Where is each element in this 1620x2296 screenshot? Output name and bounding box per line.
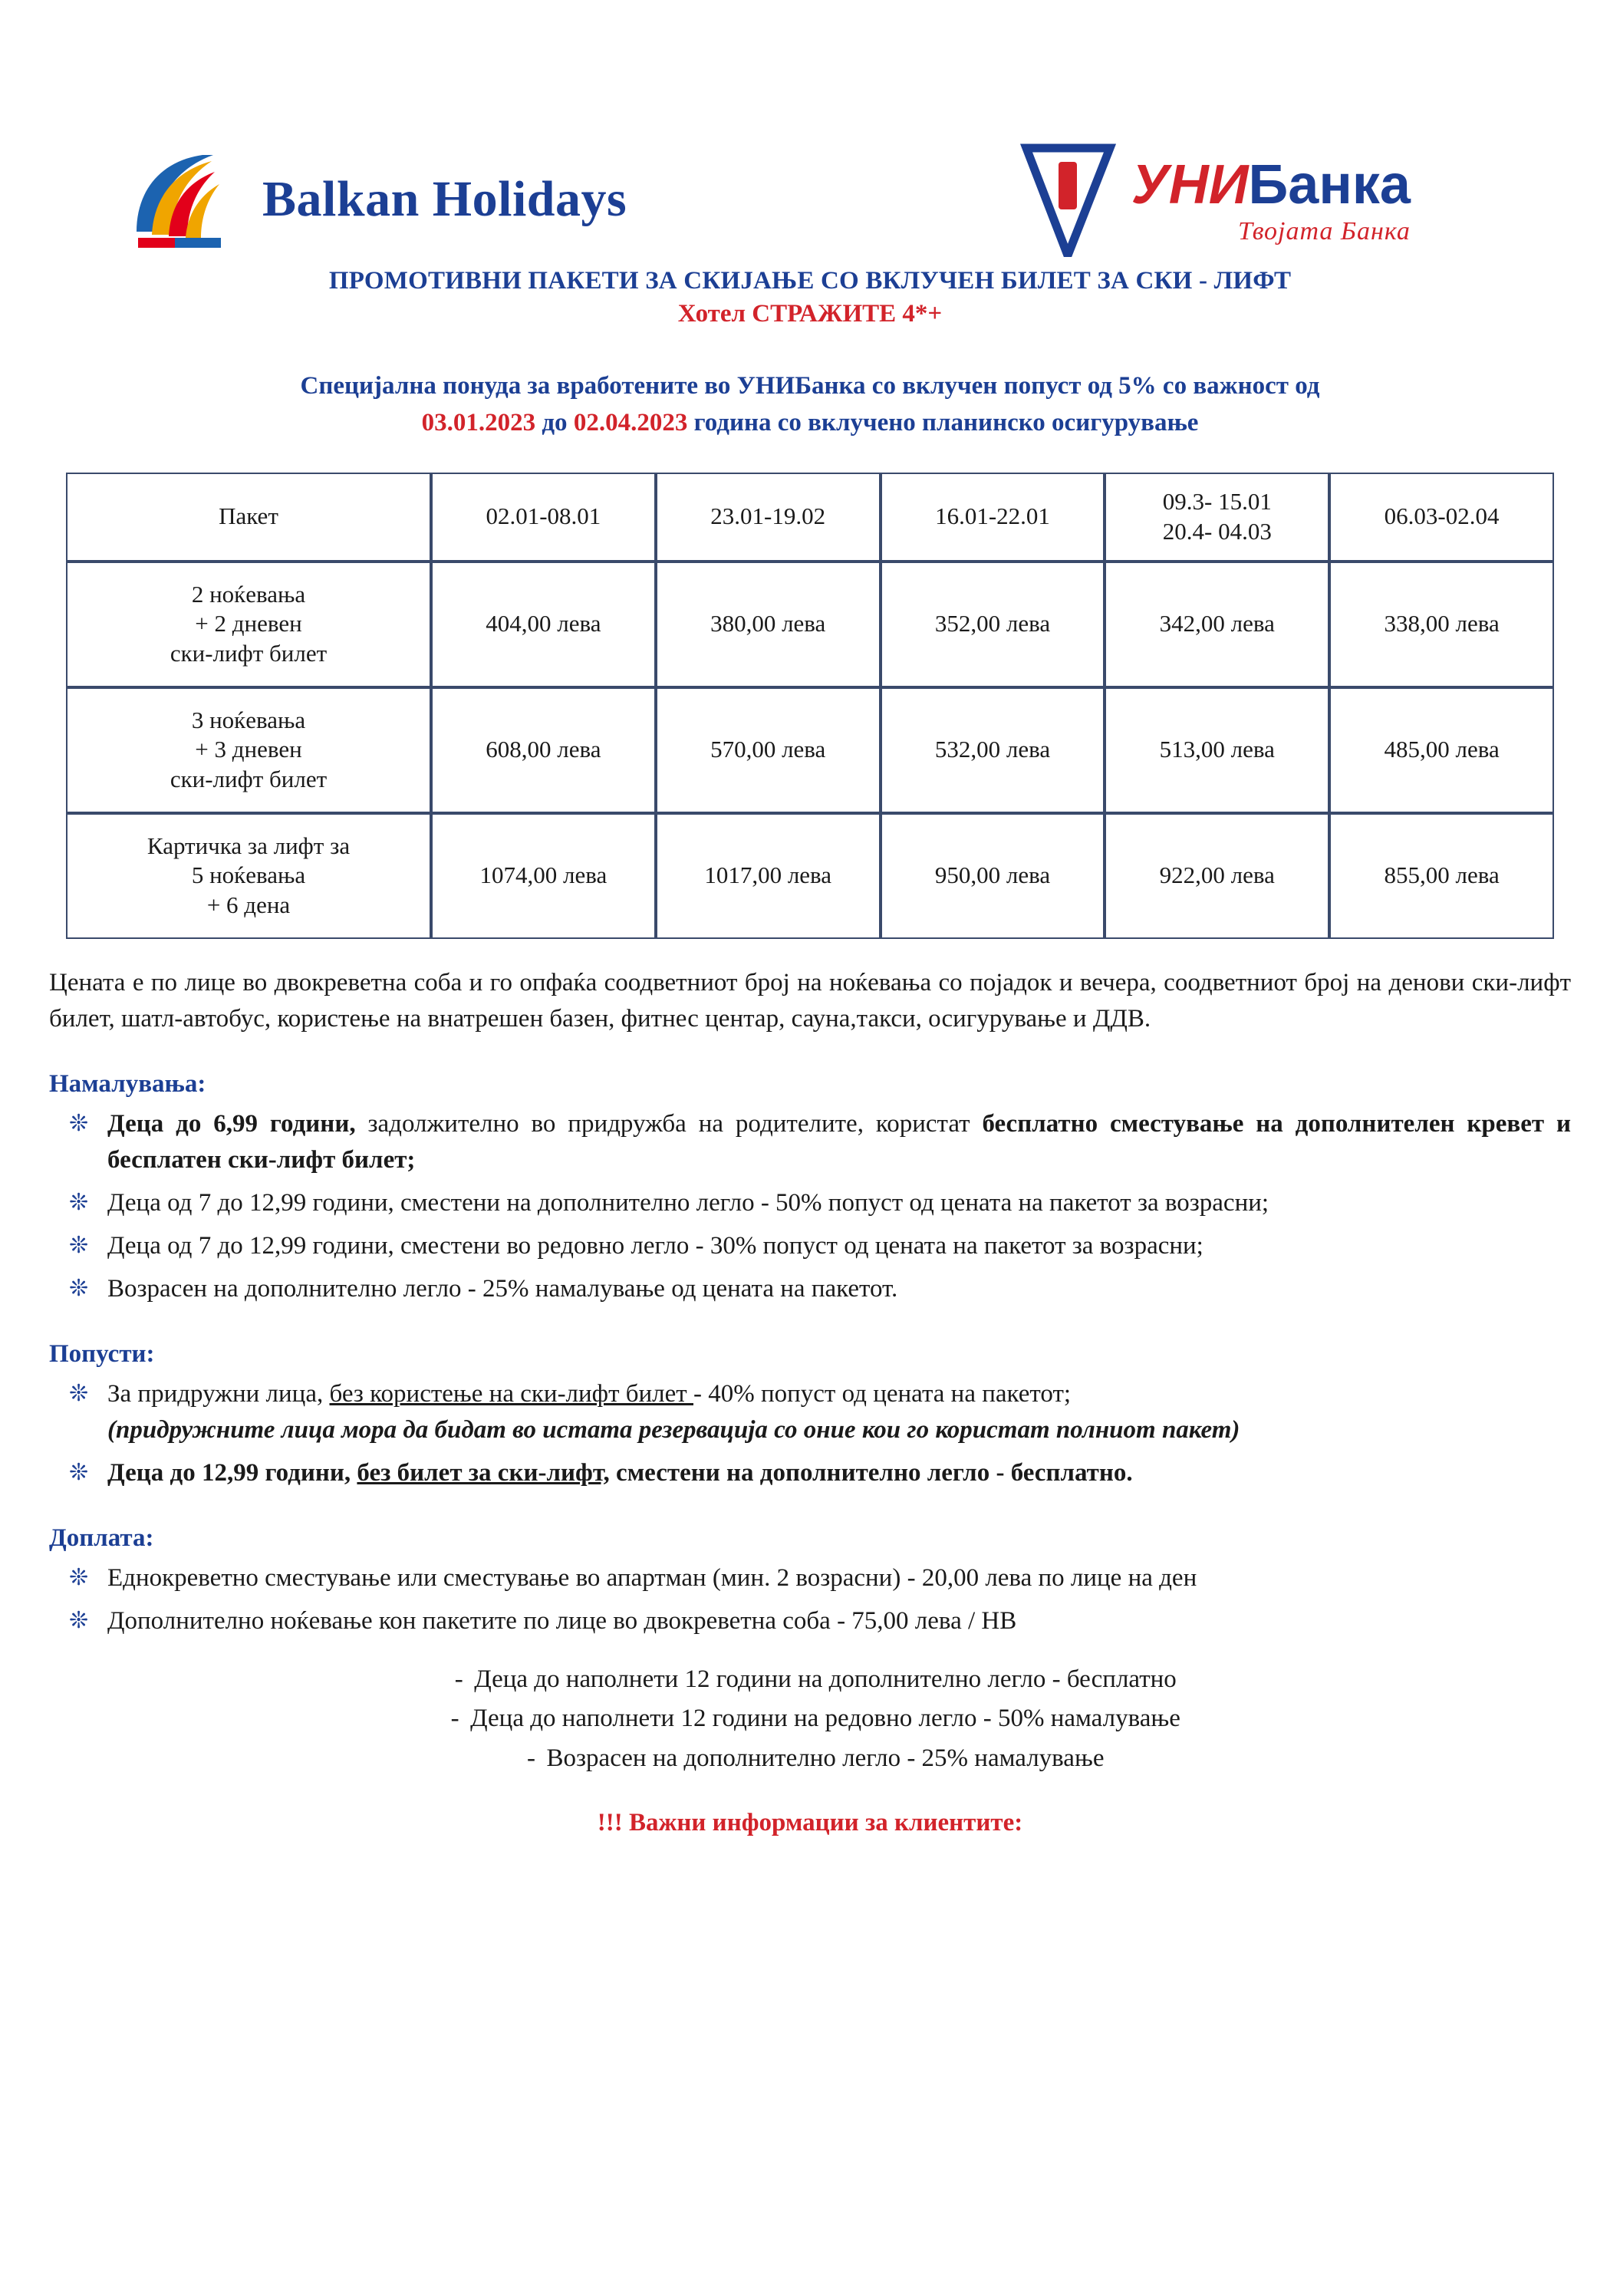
price-table-wrapper: [66, 473, 1554, 939]
discount-4-text: Возрасен на дополнително легло - 25% намалување од цената на пакетот.: [107, 1275, 898, 1303]
surcharge-list: [49, 1560, 1571, 1639]
row-2-label-line2: + 3 дневен: [195, 736, 302, 763]
balkan-holidays-wordmark: Balkan Holidays: [262, 171, 627, 227]
price-cell: 404,00 лева: [431, 562, 656, 687]
list-item: [49, 1185, 1571, 1220]
table-row-label-3: [66, 813, 431, 939]
bullet-icon: ❊: [69, 1232, 89, 1258]
discount-2-text: Деца од 7 до 12,99 години, сместени на дополнително легло - 50% попуст од цената на пакетот за возрасни;: [107, 1188, 1269, 1217]
row-2-label-line3: ски-лифт билет: [170, 766, 328, 793]
list-item: [49, 1106, 1571, 1177]
surcharge-sub-item: [0, 1699, 1620, 1738]
page-title: ПРОМОТИВНИ ПАКЕТИ ЗА СКИЈАЊЕ СО ВКЛУЧЕН БИЛЕТ ЗА СКИ - ЛИФТ: [328, 267, 1292, 295]
table-row-label-1: [66, 562, 431, 687]
discounts-list: [49, 1106, 1571, 1306]
dash-marker: -: [450, 1705, 459, 1733]
unibanka-wordmark: [1131, 154, 1411, 246]
list-item: [49, 1455, 1571, 1491]
rebate-2-bold-1: Деца до 12,99 години,: [107, 1458, 357, 1487]
table-header-period-4-line2: 20.4- 04.03: [1162, 517, 1272, 545]
price-description-paragraph: Цената е по лице во двокреветна соба и го опфаќа соодветниот број на ноќевања со појадок и вечера, соодветниот број на денови ски-лифт билет, шатл-автобус, користење на внатрешен базен, фитнес центар, сауна,такси, осигурување и ДДВ.: [49, 968, 1571, 1033]
price-cell: 1017,00 лева: [656, 813, 881, 939]
table-row: [66, 562, 1554, 687]
price-cell: 338,00 лева: [1329, 562, 1554, 687]
table-row: [66, 687, 1554, 813]
surcharge-sub-item: [0, 1660, 1620, 1699]
rebate-1-post: - 40% попуст од цената на пакетот;: [693, 1380, 1072, 1408]
table-row-label-2: [66, 687, 431, 813]
price-cell: 532,00 лева: [881, 687, 1105, 813]
unibanka-slogan: Твојата Банка: [1238, 217, 1411, 245]
price-cell: 485,00 лева: [1329, 687, 1554, 813]
dash-marker: -: [454, 1665, 463, 1694]
table-header-period-4-line1: 09.3- 15.01: [1162, 487, 1272, 515]
balkan-holidays-mark-icon: [129, 146, 244, 253]
price-cell: 513,00 лева: [1105, 687, 1329, 813]
document-header: [0, 0, 1620, 253]
unibanka-mark-icon: [1020, 142, 1116, 257]
price-cell: 1074,00 лева: [431, 813, 656, 939]
unibanka-banka-text: Банка: [1248, 154, 1411, 216]
bullet-icon: ❊: [69, 1608, 89, 1634]
bullet-icon: ❊: [69, 1381, 89, 1407]
bullet-icon: ❊: [69, 1111, 89, 1137]
balkan-holidays-logo: [129, 146, 627, 253]
surcharge-sub-item: [0, 1739, 1620, 1778]
offer-subtitle-part1: Специјална понуда за вработените во УНИБанка со вклучен попуст од 5% со важност од: [300, 372, 1320, 400]
offer-subtitle: [0, 368, 1620, 442]
surcharge-section-title: Доплата:: [49, 1524, 154, 1552]
rebates-list: [49, 1376, 1571, 1491]
dash-marker: -: [527, 1744, 536, 1772]
surcharge-2-text: Дополнително ноќевање кон пакетите по лице во двокреветна соба - 75,00 лева / НВ: [107, 1607, 1017, 1636]
row-3-label-line2: 5 ноќевања: [191, 861, 306, 889]
table-header-period-1: 02.01-08.01: [431, 473, 656, 562]
row-1-label-line1: 2 ноќевања: [191, 580, 306, 608]
row-3-label-line1: Картичка за лифт за: [147, 832, 351, 859]
hotel-title: Хотел СТРАЖИТЕ 4*+: [677, 300, 943, 328]
unibanka-logo: [1020, 142, 1411, 257]
price-cell: 352,00 лева: [881, 562, 1105, 687]
list-item: [49, 1603, 1571, 1639]
table-header-period-4: [1105, 473, 1329, 562]
rebate-2-underline: без билет за ски-лифт,: [357, 1458, 610, 1487]
price-cell: 855,00 лева: [1329, 813, 1554, 939]
discounts-section-title: Намалувања:: [49, 1070, 206, 1099]
row-3-label-line3: + 6 дена: [206, 891, 291, 919]
discount-3-text: Деца од 7 до 12,99 години, сместени во редовно легло - 30% попуст од цената на пакетот за возрасни;: [107, 1231, 1203, 1260]
rebate-1-underline: без користење на ски-лифт билет: [329, 1380, 693, 1408]
offer-end-date: 02.04.2023: [573, 408, 688, 436]
offer-date-separator: до: [535, 408, 574, 436]
list-item: [49, 1376, 1571, 1447]
discount-1-bold-2: бесплатно сместување на дополнителен кревет и бесплатен ски-лифт билет;: [107, 1110, 1571, 1174]
price-cell: 380,00 лева: [656, 562, 881, 687]
surcharge-1-text: Еднокреветно сместување или сместување во апартман (мин. 2 возрасни) - 20,00 лева по лице на ден: [107, 1563, 1197, 1592]
important-info-note: !!! Важни информации за клиентите:: [597, 1808, 1023, 1836]
row-1-label-line2: + 2 дневен: [195, 610, 302, 637]
surcharge-sub-list: [0, 1660, 1620, 1777]
rebates-section-title: Попусти:: [49, 1340, 155, 1369]
bullet-icon: ❊: [69, 1276, 89, 1302]
row-2-label-line1: 3 ноќевања: [191, 706, 306, 733]
bullet-icon: ❊: [69, 1459, 89, 1485]
surcharge-sub-3-text: Возрасен на дополнително легло - 25% намалување: [546, 1744, 1105, 1772]
list-item: [49, 1271, 1571, 1306]
unibanka-uni-text: УНИ: [1131, 154, 1249, 216]
bullet-icon: ❊: [69, 1564, 89, 1590]
rebate-1-italic-note: (придружните лица мора да бидат во истата резервација со оние кои го користат полниот пакет): [107, 1415, 1240, 1444]
offer-subtitle-part2: година со вклучено планинско осигурување: [687, 408, 1199, 436]
list-item: [49, 1228, 1571, 1263]
document-title-block: [0, 267, 1620, 328]
discount-1-bold-1: Деца до 6,99 години,: [107, 1110, 356, 1138]
bullet-icon: ❊: [69, 1189, 89, 1215]
row-1-label-line3: ски-лифт билет: [170, 640, 328, 667]
table-header-row: [66, 473, 1554, 562]
surcharge-sub-2-text: Деца до наполнети 12 години на редовно легло - 50% намалување: [470, 1705, 1180, 1733]
price-table: [66, 473, 1554, 939]
table-header-period-2: 23.01-19.02: [656, 473, 881, 562]
offer-start-date: 03.01.2023: [421, 408, 536, 436]
table-header-period-5: 06.03-02.04: [1329, 473, 1554, 562]
price-cell: 608,00 лева: [431, 687, 656, 813]
table-header-package: Пакет: [66, 473, 431, 562]
rebate-2-bold-2: сместени на дополнително легло - бесплатно.: [609, 1458, 1133, 1487]
price-cell: 342,00 лева: [1105, 562, 1329, 687]
price-cell: 922,00 лева: [1105, 813, 1329, 939]
table-header-period-3: 16.01-22.01: [881, 473, 1105, 562]
price-cell: 950,00 лева: [881, 813, 1105, 939]
list-item: [49, 1560, 1571, 1596]
rebate-1-pre: За придружни лица,: [107, 1380, 330, 1408]
surcharge-sub-1-text: Деца до наполнети 12 години на дополнително легло - бесплатно: [474, 1665, 1177, 1694]
table-row: [66, 813, 1554, 939]
discount-1-normal: задолжително во придружба на родителите, користат: [355, 1110, 983, 1138]
price-cell: 570,00 лева: [656, 687, 881, 813]
